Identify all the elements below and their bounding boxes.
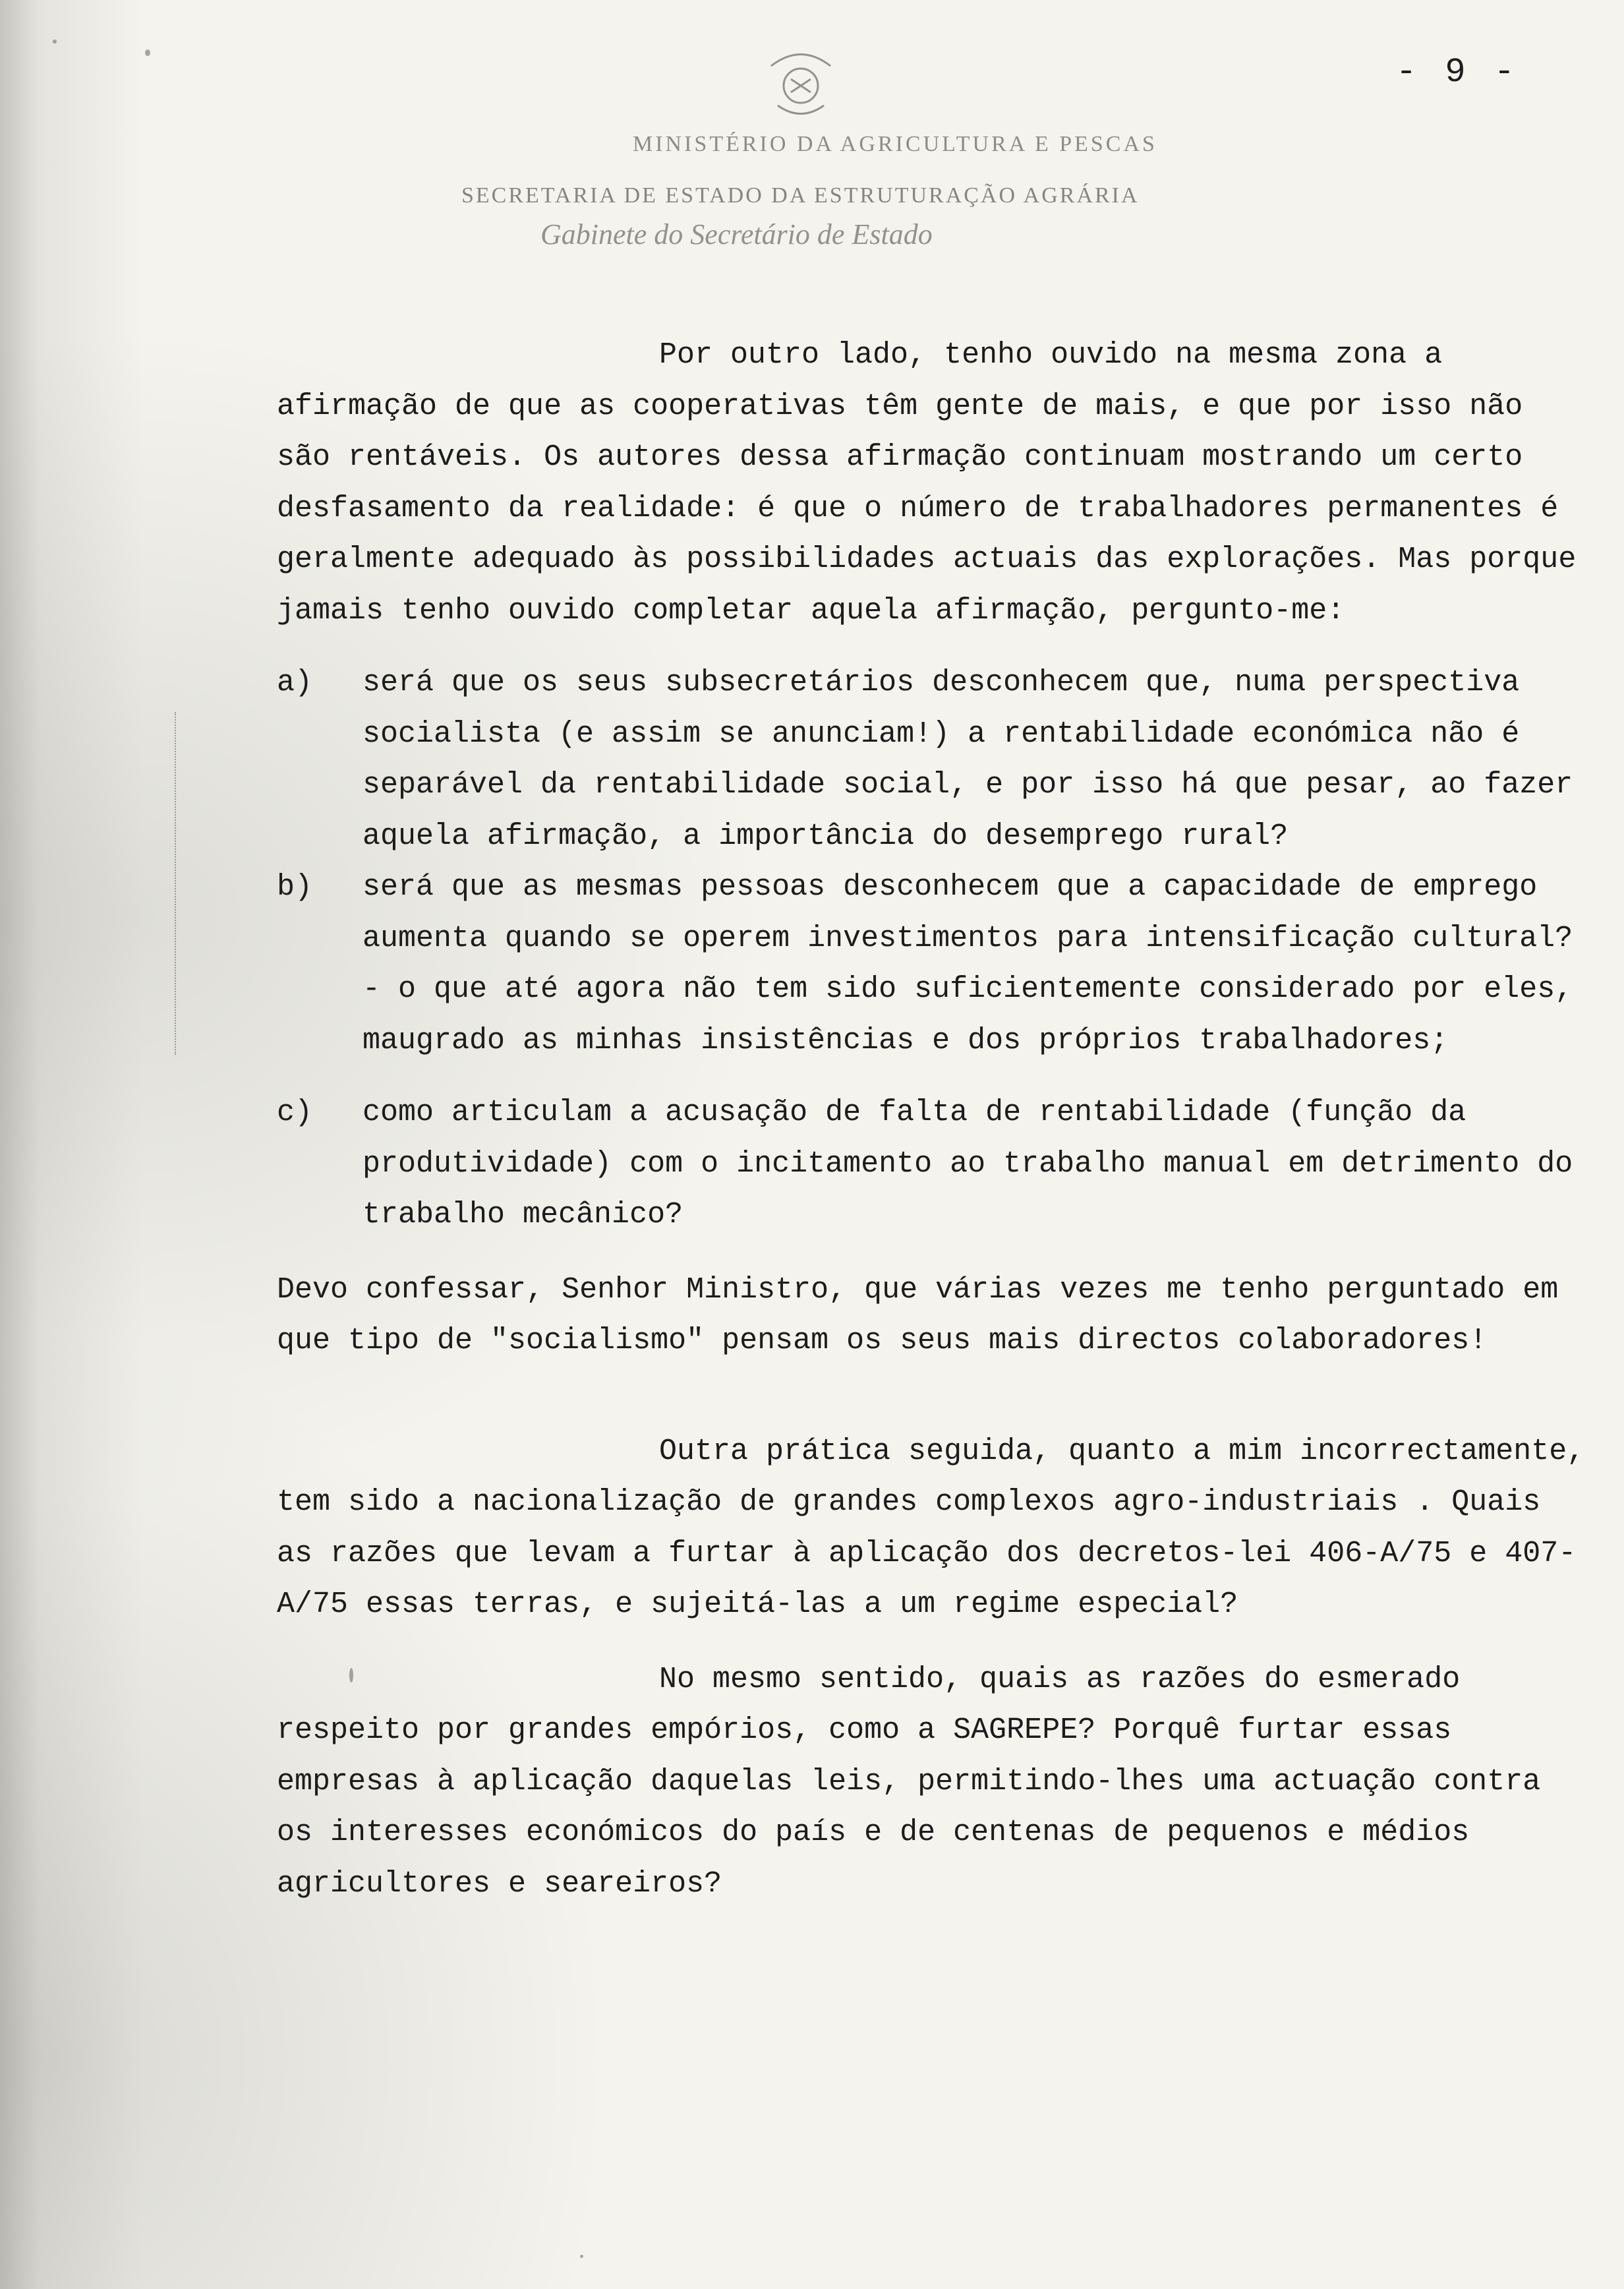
paragraph-1 bbox=[277, 330, 1594, 636]
page-number: - 9 - bbox=[1395, 53, 1519, 92]
list-item-a-text: será que os seus subsecretários desconhecem que, numa perspectiva socialista (e assim se anunciam!) a rentabilidade económica não é separável da rentabilidade social, e por isso há que pesar, ao fazer aquela afirmação, a importância do desemprego rural? bbox=[362, 666, 1573, 853]
paragraph-2: Devo confessar, Senhor Ministro, que várias vezes me tenho perguntado em que tipo de "socialismo" pensam os seus mais directos colaboradores! bbox=[277, 1272, 1577, 1357]
list-item-c bbox=[277, 1087, 1588, 1241]
list-marker-b: b) bbox=[277, 870, 313, 904]
scan-speck bbox=[145, 49, 150, 56]
letterhead-office: Gabinete do Secretário de Estado bbox=[540, 218, 933, 251]
list-item-a bbox=[277, 657, 1588, 862]
margin-mark bbox=[175, 712, 176, 1055]
scan-speck bbox=[53, 40, 57, 44]
list-item-b-text: será que as mesmas pessoas desconhecem que a capacidade de emprego aumenta quando se operem investimentos para intensificação cultural? - o que até agora não tem sido suficientemente considerado por eles, maugrado as minhas insistências e dos próprios trabalhadores; bbox=[362, 870, 1573, 1057]
paragraph-3 bbox=[277, 1426, 1603, 1630]
paragraph-1-text: Por outro lado, tenho ouvido na mesma zona a afirmação de que as cooperativas têm gente de mais, e que por isso não são rentáveis. Os autores dessa afirmação continuam mostrando um certo desfasamento da realidade: é que o número de trabalhadores permanentes é geralmente adequado às possibilidades actuais das explorações. Mas porque jamais tenho ouvido completar aquela afirmação, pergunto-me: bbox=[277, 338, 1594, 628]
list-item-c-text: como articulam a acusação de falta de rentabilidade (função da produtividade) com o incitamento ao trabalho manual em detrimento do trabalho mecânico? bbox=[362, 1096, 1573, 1232]
coat-of-arms-seal bbox=[751, 40, 850, 125]
scan-speck bbox=[580, 2255, 583, 2258]
letterhead-ministry: MINISTÉRIO DA AGRICULTURA E PESCAS bbox=[633, 132, 1157, 156]
list-marker-c: c) bbox=[277, 1096, 313, 1129]
scan-speck bbox=[349, 1668, 353, 1682]
paragraph-4 bbox=[277, 1654, 1588, 1910]
letterhead-secretariat: SECRETARIA DE ESTADO DA ESTRUTURAÇÃO AGRÁRIA bbox=[461, 183, 1140, 208]
paragraph-3-text: Outra prática seguida, quanto a mim incorrectamente, tem sido a nacionalização de grandes complexos agro-industriais . Quais as razões que levam a furtar à aplicação dos decretos-lei 406-A/75 e 407-A/75 essas terras, e sujeitá-las a um regime especial? bbox=[277, 1434, 1603, 1621]
list-marker-a: a) bbox=[277, 666, 313, 699]
list-item-b bbox=[277, 862, 1588, 1066]
letter-body bbox=[277, 330, 1603, 1909]
paragraph-4-text: No mesmo sentido, quais as razões do esmerado respeito por grandes empórios, como a SAGREPE? Porquê furtar essas empresas à aplicação daquelas leis, permitindo-lhes uma actuação contra os interesses económicos do país e de centenas de pequenos e médios agricultores e seareiros? bbox=[277, 1662, 1559, 1901]
